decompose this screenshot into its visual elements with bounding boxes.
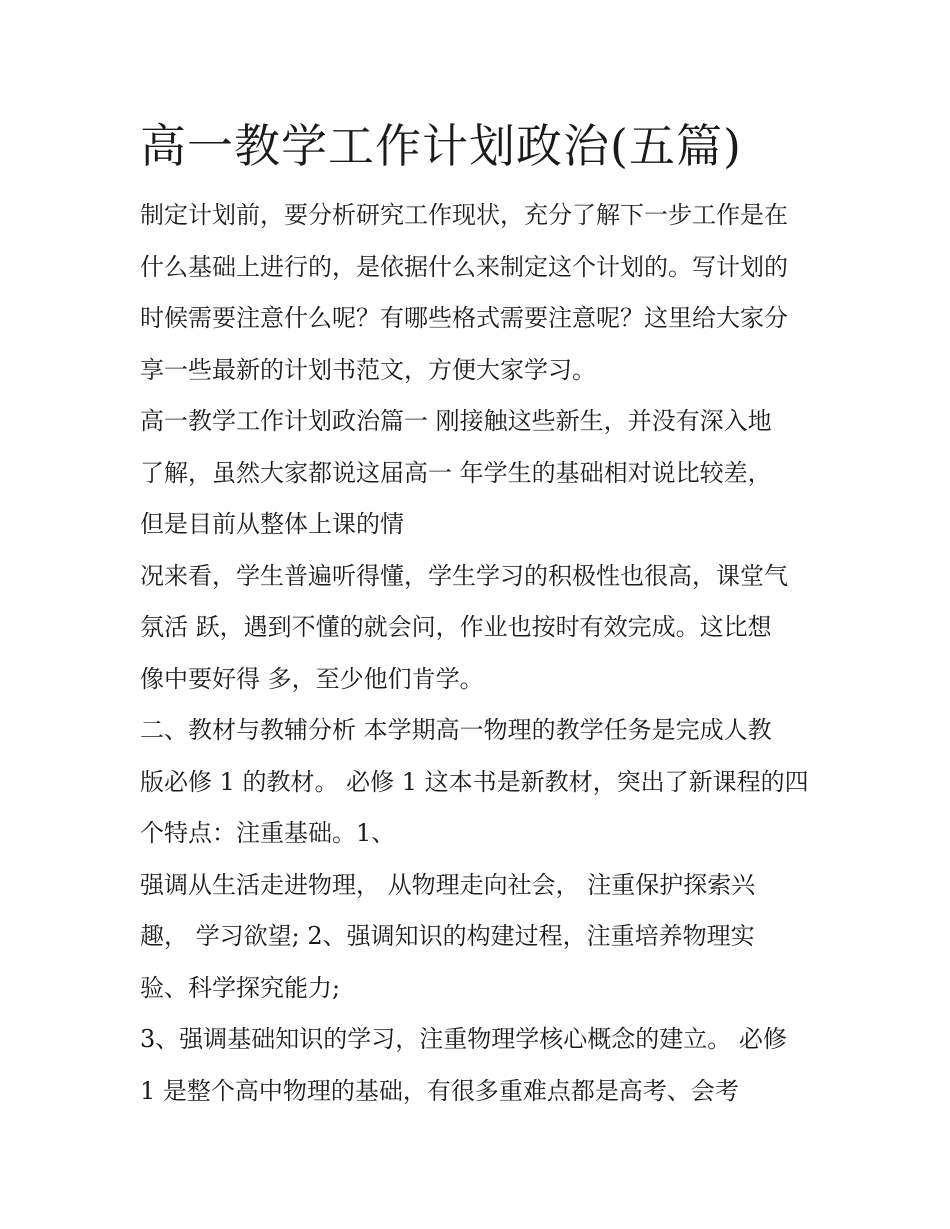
- text-line: 况来看，学生普遍听得懂，学生学习的积极性也很高，课堂气: [140, 561, 788, 590]
- document-body: [140, 190, 820, 1117]
- text-line: 验、科学探究能力;: [140, 973, 341, 1002]
- text-line: 制定计划前，要分析研究工作现状，充分了解下一步工作是在: [140, 201, 788, 229]
- text-line: 但是目前从整体上课的情: [140, 510, 404, 538]
- text-line: 高一教学工作计划政治篇一 刚接触这些新生，并没有深入地: [140, 407, 772, 435]
- text-line: 二、教材与教辅分析 本学期高一物理的教学任务是完成人教: [140, 716, 772, 744]
- text-line: 个特点：注重基础。1、: [140, 819, 396, 847]
- text-line: 氛活 跃，遇到不懂的就会问，作业也按时有效完成。这比想: [140, 613, 772, 641]
- document-page: [140, 110, 820, 1117]
- text-line: 强调从生活走进物理， 从物理走向社会， 注重保护探索兴: [140, 870, 756, 899]
- text-line: 1 是整个高中物理的基础，有很多重难点都是高考、会考: [140, 1076, 739, 1105]
- text-line: 趣， 学习欲望; 2、强调知识的构建过程，注重培养物理实: [140, 922, 755, 950]
- text-line: 时候需要注意什么呢？有哪些格式需要注意呢？这里给大家分: [140, 304, 788, 332]
- text-line: 享一些最新的计划书范文，方便大家学习。: [140, 355, 596, 384]
- text-line: 了解，虽然大家都说这届高一 年学生的基础相对说比较差，: [140, 458, 772, 487]
- text-line: 像中要好得 多，至少他们肯学。: [140, 664, 484, 693]
- document-title: 高一教学工作计划政治(五篇): [140, 119, 742, 173]
- text-line: 版必修 1 的教材。 必修 1 这本书是新教材，突出了新课程的四: [140, 767, 809, 796]
- text-line: 3、强调基础知识的学习，注重物理学核心概念的建立。 必修: [140, 1025, 787, 1053]
- text-line: 什么基础上进行的，是依据什么来制定这个计划的。写计划的: [140, 252, 788, 281]
